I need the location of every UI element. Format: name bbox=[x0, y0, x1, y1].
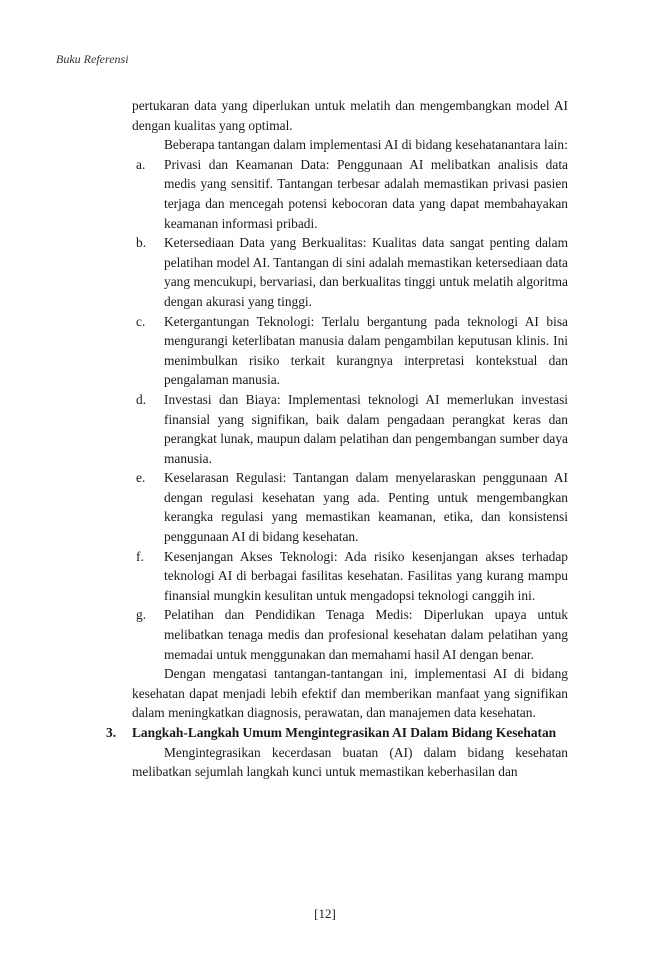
list-item-text: Kesenjangan Akses Teknologi: Ada risiko kesenjangan akses terhadap teknologi AI di berbagai fasilitas kesehatan. Fasilitas yang kurang mampu finansial mungkin kesulitan untuk mengadopsi teknologi canggih ini. bbox=[164, 548, 568, 603]
list-item-c bbox=[132, 312, 568, 390]
list-marker: e. bbox=[136, 470, 146, 486]
list-item-d bbox=[132, 390, 568, 468]
challenges-list bbox=[132, 155, 568, 664]
list-item-text: Investasi dan Biaya: Implementasi teknologi AI memerlukan investasi finansial yang signifikan, baik dalam pengadaan perangkat keras dan perangkat lunak, maupun dalam pelatihan dan pengembangan sumber daya manusia. bbox=[164, 391, 568, 466]
list-item-text: Keselarasan Regulasi: Tantangan dalam menyelaraskan penggunaan AI dengan regulasi kesehatan yang ada. Penting untuk mengembangkan kerangka regulasi yang memastikan keamanan, etika, dan konsistensi penggunaan AI di bidang kesehatan. bbox=[164, 470, 568, 545]
list-marker: a. bbox=[136, 156, 146, 172]
list-item-g bbox=[132, 605, 568, 664]
list-item-text: Privasi dan Keamanan Data: Penggunaan AI melibatkan analisis data medis yang sensitif. Tantangan terbesar adalah memastikan privasi pasien terjaga dan mencegah potensi kebocoran data yang dapat membahayakan keamanan informasi pribadi. bbox=[164, 156, 568, 231]
section-number: 3. bbox=[106, 725, 117, 740]
page-body bbox=[106, 96, 568, 782]
intro-paragraph: Beberapa tantangan dalam implementasi AI di bidang kesehatanantara lain: bbox=[164, 137, 568, 153]
list-marker: g. bbox=[136, 607, 147, 623]
list-item-b bbox=[132, 233, 568, 311]
continued-paragraph: pertukaran data yang diperlukan untuk melatih dan mengembangkan model AI dengan kualitas yang optimal. bbox=[132, 98, 568, 133]
list-marker: b. bbox=[136, 235, 147, 251]
list-item-text: Ketersediaan Data yang Berkualitas: Kualitas data sangat penting dalam pelatihan model AI. Tantangan di sini adalah memastikan ketersediaan data yang mencukupi, bervariasi, dan berkualitas tinggi untuk melatih algoritma dengan akurasi yang tinggi. bbox=[164, 235, 568, 309]
conclusion-paragraph: Dengan mengatasi tantangan-tantangan ini, implementasi AI di bidang kesehatan dapat menjadi lebih efektif dan memberikan manfaat yang signifikan dalam meningkatkan diagnosis, perawatan, dan manajemen data kesehatan. bbox=[132, 666, 568, 721]
running-header: Buku Referensi bbox=[56, 52, 129, 66]
list-item-text: Ketergantungan Teknologi: Terlalu bergantung pada teknologi AI bisa mengurangi keterlibatan manusia dalam pengambilan keputusan klinis. Ini menimbulkan risiko terkait kurangnya interpretasi kontekstual dan pengalaman manusia. bbox=[164, 313, 568, 388]
list-item-e bbox=[132, 468, 568, 546]
list-item-f bbox=[132, 547, 568, 606]
list-item-a bbox=[132, 155, 568, 233]
list-marker: d. bbox=[136, 391, 147, 407]
section-heading bbox=[106, 723, 568, 743]
section-paragraph: Mengintegrasikan kecerdasan buatan (AI) dalam bidang kesehatan melibatkan sejumlah langkah kunci untuk memastikan keberhasilan dan bbox=[132, 744, 568, 780]
list-marker: f. bbox=[136, 548, 144, 564]
page-number: [12] bbox=[314, 906, 336, 921]
list-item-text: Pelatihan dan Pendidikan Tenaga Medis: Diperlukan upaya untuk melibatkan tenaga medis dan profesional kesehatan dalam pelatihan yang memadai untuk menggunakan dan memahami hasil AI dengan benar. bbox=[164, 607, 568, 662]
section-title: Langkah-Langkah Umum Mengintegrasikan AI Dalam Bidang Kesehatan bbox=[132, 725, 557, 740]
list-marker: c. bbox=[136, 313, 146, 329]
